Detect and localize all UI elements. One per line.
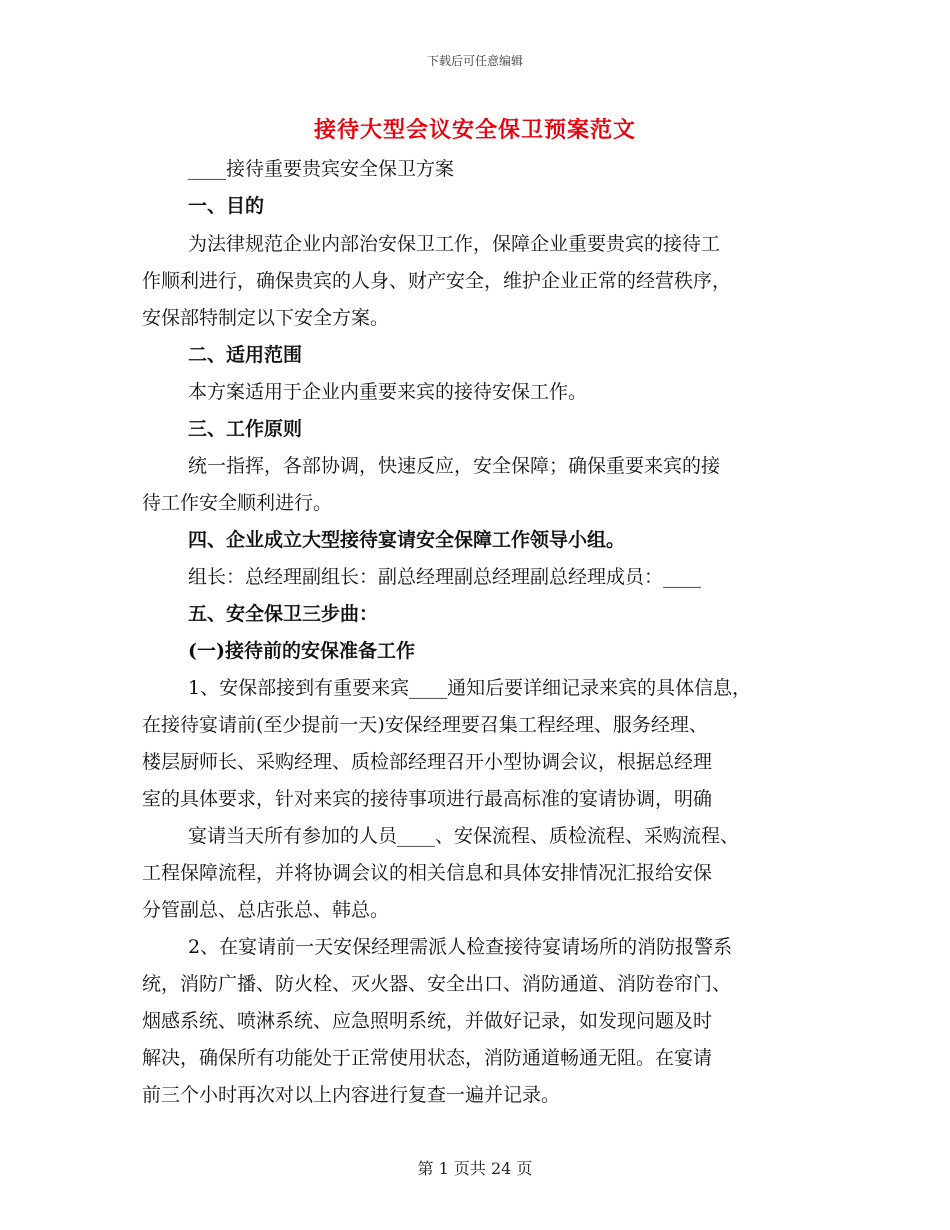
- section-heading-scope: 二、适用范围: [188, 344, 303, 366]
- paragraph-line: 1、安保部接到有重要来宾____通知后要详细记录来宾的具体信息，: [188, 677, 752, 699]
- paragraph-line: 组长：总经理副组长：副总经理副总经理副总经理成员：____: [188, 566, 702, 588]
- paragraph-line: 本方案适用于企业内重要来宾的接待安保工作。: [188, 381, 588, 403]
- section-heading-three-steps: 五、安全保卫三步曲：: [188, 603, 379, 625]
- paragraph-line: 前三个小时再次对以上内容进行复查一遍并记录。: [142, 1084, 561, 1106]
- page-header: 下载后可任意编辑: [426, 54, 523, 68]
- paragraph-line: 在接待宴请前(至少提前一天)安保经理要召集工程经理、服务经理、: [142, 714, 708, 736]
- paragraph-line: 2、在宴请前一天安保经理需派人检查接待宴请场所的消防报警系: [188, 936, 733, 958]
- subtitle-line: ____接待重要贵宾安全保卫方案: [188, 158, 455, 180]
- paragraph-line: 楼层厨师长、采购经理、质检部经理召开小型协调会议，根据总经理: [142, 751, 713, 773]
- section-heading-leadership: 四、企业成立大型接待宴请安全保障工作领导小组。: [188, 529, 626, 551]
- page-footer: 第 1 页共 24 页: [417, 1159, 533, 1178]
- paragraph-line: 统，消防广播、防火栓、灭火器、安全出口、消防通道、消防卷帘门、: [142, 973, 732, 995]
- section-heading-purpose: 一、目的: [188, 195, 265, 217]
- paragraph-line: 宴请当天所有参加的人员____、安保流程、质检流程、采购流程、: [188, 825, 740, 847]
- paragraph-line: 安保部特制定以下安全方案。: [142, 307, 390, 329]
- paragraph-line: 为法律规范企业内部治安保卫工作，保障企业重要贵宾的接待工: [188, 233, 721, 255]
- paragraph-line: 分管副总、总店张总、韩总。: [142, 899, 390, 921]
- document-title: 接待大型会议安全保卫预案范文: [313, 117, 636, 143]
- paragraph-line: 待工作安全顺利进行。: [142, 492, 333, 514]
- paragraph-line: 室的具体要求，针对来宾的接待事项进行最高标准的宴请协调，明确: [142, 788, 713, 810]
- section-heading-principles: 三、工作原则: [188, 418, 303, 440]
- paragraph-line: 统一指挥，各部协调，快速反应，安全保障；确保重要来宾的接: [188, 455, 721, 477]
- paragraph-line: 解决，确保所有功能处于正常使用状态，消防通道畅通无阻。在宴请: [142, 1047, 713, 1069]
- subsection-heading-preparation: (一)接待前的安保准备工作: [188, 640, 415, 662]
- paragraph-line: 工程保障流程，并将协调会议的相关信息和具体安排情况汇报给安保: [142, 862, 713, 884]
- paragraph-line: 烟感系统、喷淋系统、应急照明系统，并做好记录，如发现问题及时: [142, 1010, 713, 1032]
- paragraph-line: 作顺利进行，确保贵宾的人身、财产安全，维护企业正常的经营秩序，: [142, 270, 732, 292]
